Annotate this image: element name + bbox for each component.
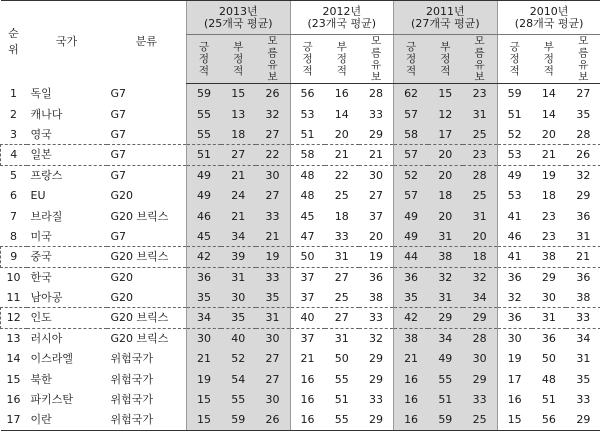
value-cell: 37 <box>290 328 325 348</box>
country-cell: 영국 <box>30 127 52 141</box>
value-cell: 53 <box>290 104 325 124</box>
table-body <box>1 84 600 431</box>
value-cell: 45 <box>187 226 222 246</box>
value-cell: 58 <box>394 124 429 144</box>
value-cell: 42 <box>187 247 222 267</box>
value-cell: 30 <box>497 328 532 348</box>
value-cell: 55 <box>428 369 463 389</box>
value-cell: 20 <box>334 127 349 141</box>
value-cell: 40 <box>290 308 325 328</box>
value-cell: 33 <box>463 389 498 409</box>
value-cell: 38 <box>369 290 384 304</box>
value-cell: 57 <box>394 104 429 124</box>
value-cell: 23 <box>541 209 556 223</box>
country-cell: 인도 <box>27 308 107 328</box>
value-cell: 15 <box>221 84 256 104</box>
value-cell: 26 <box>256 84 291 104</box>
category-cell: G20 <box>110 189 134 203</box>
value-cell: 51 <box>428 389 463 409</box>
value-cell: 49 <box>187 185 222 205</box>
value-cell: 41 <box>497 206 532 226</box>
value-cell: 62 <box>394 84 429 104</box>
category-cell: G7 <box>110 107 127 121</box>
value-cell: 16 <box>394 410 429 430</box>
value-cell: 51 <box>290 124 325 144</box>
value-cell: 28 <box>576 127 591 141</box>
value-cell: 30 <box>256 389 291 409</box>
value-cell: 35 <box>576 372 591 386</box>
value-cell: 21 <box>187 349 222 369</box>
value-cell: 31 <box>221 267 256 287</box>
value-cell: 59 <box>497 84 532 104</box>
rank-cell: 15 <box>6 372 21 386</box>
value-cell: 15 <box>428 84 463 104</box>
value-cell: 56 <box>290 84 325 104</box>
country-cell: 미국 <box>30 229 52 243</box>
value-cell: 33 <box>369 107 384 121</box>
value-cell: 26 <box>256 410 291 430</box>
sub-header-negative: 부정적 <box>532 35 567 84</box>
value-cell: 28 <box>463 328 498 348</box>
value-cell: 38 <box>394 328 429 348</box>
value-cell: 27 <box>576 87 591 101</box>
sub-header-positive: 긍정적 <box>394 35 429 84</box>
value-cell: 31 <box>256 308 291 328</box>
value-cell: 18 <box>463 247 498 267</box>
country-cell: 한국 <box>30 270 52 284</box>
value-cell: 57 <box>394 185 429 205</box>
value-cell: 12 <box>428 104 463 124</box>
value-cell: 21 <box>221 165 256 185</box>
value-cell: 21 <box>290 349 325 369</box>
table-row <box>1 206 600 226</box>
value-cell: 29 <box>428 308 463 328</box>
country-cell: 독일 <box>30 87 52 101</box>
value-cell: 56 <box>532 410 567 430</box>
value-cell: 55 <box>187 124 222 144</box>
rank-cell: 5 <box>10 169 17 182</box>
value-cell: 31 <box>576 229 591 243</box>
year-header-2013: 2013년 (25개국 평균) <box>187 1 291 35</box>
value-cell: 33 <box>369 393 384 407</box>
value-cell: 21 <box>566 247 600 267</box>
value-cell: 27 <box>334 270 349 284</box>
value-cell: 16 <box>394 369 429 389</box>
value-cell: 20 <box>541 127 556 141</box>
value-cell: 32 <box>463 267 498 287</box>
rank-cell: 10 <box>6 270 21 284</box>
country-cell: 파키스탄 <box>30 393 74 407</box>
value-cell: 34 <box>463 287 498 307</box>
value-cell: 18 <box>334 209 349 223</box>
rank-cell: 3 <box>10 127 17 141</box>
value-cell: 21 <box>532 145 567 165</box>
value-cell: 51 <box>187 145 222 165</box>
rank-cell: 6 <box>10 189 17 203</box>
category-cell: G20 브릭스 <box>110 209 169 223</box>
value-cell: 32 <box>369 332 384 346</box>
category-cell: G7 <box>110 127 127 141</box>
category-cell: 위험국가 <box>110 372 154 386</box>
value-cell: 35 <box>221 308 256 328</box>
value-cell: 35 <box>394 287 429 307</box>
country-header: 국가 <box>27 1 107 84</box>
country-cell: 북한 <box>30 372 52 386</box>
year-header-2010: 2010년 (28개국 평균) <box>497 1 600 35</box>
value-cell: 36 <box>576 270 591 284</box>
value-cell: 24 <box>221 185 256 205</box>
value-cell: 29 <box>369 127 384 141</box>
value-cell: 19 <box>541 169 556 182</box>
header-row-years <box>1 1 600 35</box>
value-cell: 51 <box>334 393 349 407</box>
value-cell: 31 <box>428 226 463 246</box>
value-cell: 55 <box>187 104 222 124</box>
value-cell: 20 <box>428 206 463 226</box>
category-cell: G20 <box>110 290 134 304</box>
value-cell: 20 <box>428 145 463 165</box>
table-row <box>1 84 600 104</box>
value-cell: 31 <box>463 104 498 124</box>
value-cell: 31 <box>532 308 567 328</box>
value-cell: 36 <box>541 332 556 346</box>
value-cell: 51 <box>541 393 556 407</box>
value-cell: 55 <box>221 389 256 409</box>
value-cell: 52 <box>497 124 532 144</box>
value-cell: 31 <box>428 287 463 307</box>
value-cell: 49 <box>394 226 429 246</box>
value-cell: 16 <box>290 369 325 389</box>
value-cell: 45 <box>290 206 325 226</box>
value-cell: 25 <box>463 124 498 144</box>
value-cell: 14 <box>541 87 556 101</box>
value-cell: 29 <box>463 369 498 389</box>
table-row <box>1 247 600 267</box>
table-row <box>1 165 600 185</box>
rank-cell: 13 <box>6 332 21 346</box>
rank-cell: 9 <box>1 247 27 267</box>
value-cell: 32 <box>428 267 463 287</box>
value-cell: 33 <box>566 308 600 328</box>
value-cell: 33 <box>576 393 591 407</box>
value-cell: 28 <box>369 87 384 101</box>
year-header-2012: 2012년 (23개국 평균) <box>290 1 394 35</box>
value-cell: 16 <box>290 410 325 430</box>
value-cell: 33 <box>334 229 349 243</box>
value-cell: 17 <box>428 124 463 144</box>
value-cell: 49 <box>497 165 532 185</box>
value-cell: 16 <box>290 389 325 409</box>
value-cell: 34 <box>428 328 463 348</box>
value-cell: 30 <box>369 169 384 182</box>
value-cell: 30 <box>256 165 291 185</box>
value-cell: 19 <box>256 247 291 267</box>
value-cell: 57 <box>394 145 429 165</box>
table-header <box>1 1 600 84</box>
rank-cell: 1 <box>10 87 17 101</box>
value-cell: 47 <box>290 226 325 246</box>
value-cell: 17 <box>497 369 532 389</box>
value-cell: 48 <box>290 185 325 205</box>
value-cell: 14 <box>541 107 556 121</box>
value-cell: 21 <box>325 145 360 165</box>
rank-cell: 2 <box>10 107 17 121</box>
value-cell: 18 <box>541 189 556 203</box>
value-cell: 34 <box>576 332 591 346</box>
value-cell: 54 <box>221 369 256 389</box>
value-cell: 48 <box>541 372 556 386</box>
value-cell: 25 <box>463 410 498 430</box>
value-cell: 33 <box>256 267 291 287</box>
table-row <box>1 308 600 328</box>
category-cell: G20 브릭스 <box>110 332 169 346</box>
value-cell: 22 <box>256 145 291 165</box>
value-cell: 23 <box>541 229 556 243</box>
value-cell: 27 <box>256 349 291 369</box>
value-cell: 15 <box>187 389 222 409</box>
value-cell: 36 <box>369 270 384 284</box>
value-cell: 36 <box>497 267 532 287</box>
value-cell: 13 <box>221 104 256 124</box>
category-cell: 위험국가 <box>110 393 154 407</box>
value-cell: 20 <box>369 229 384 243</box>
country-cell: 이스라엘 <box>30 352 74 366</box>
category-cell: G7 <box>107 145 187 165</box>
table-row <box>1 185 600 205</box>
sub-header-unknown: 모름유보 <box>359 35 394 84</box>
value-cell: 36 <box>497 308 532 328</box>
value-cell: 19 <box>359 247 394 267</box>
value-cell: 16 <box>334 87 349 101</box>
table-row <box>1 267 600 287</box>
category-header: 분류 <box>107 1 187 84</box>
value-cell: 29 <box>566 410 600 430</box>
value-cell: 25 <box>334 189 349 203</box>
country-cell: 남아공 <box>30 290 63 304</box>
value-cell: 32 <box>497 287 532 307</box>
country-cell: 이란 <box>27 410 107 430</box>
sub-header-negative: 부정적 <box>428 35 463 84</box>
value-cell: 41 <box>497 247 532 267</box>
value-cell: 21 <box>221 206 256 226</box>
value-cell: 42 <box>394 308 429 328</box>
value-cell: 59 <box>187 84 222 104</box>
value-cell: 20 <box>428 165 463 185</box>
value-cell: 27 <box>325 308 360 328</box>
value-cell: 33 <box>359 308 394 328</box>
value-cell: 26 <box>566 145 600 165</box>
value-cell: 35 <box>576 107 591 121</box>
value-cell: 36 <box>394 267 429 287</box>
rank-cell: 8 <box>10 229 17 243</box>
table-row <box>1 104 600 124</box>
value-cell: 32 <box>576 169 591 182</box>
value-cell: 38 <box>428 247 463 267</box>
value-cell: 15 <box>187 410 222 430</box>
value-cell: 25 <box>334 290 349 304</box>
value-cell: 31 <box>325 247 360 267</box>
value-cell: 50 <box>541 352 556 366</box>
country-cell: 프랑스 <box>30 169 63 182</box>
value-cell: 30 <box>256 328 291 348</box>
sub-header-positive: 긍정적 <box>290 35 325 84</box>
category-cell: G20 <box>110 270 134 284</box>
value-cell: 18 <box>428 185 463 205</box>
table-row <box>1 124 600 144</box>
value-cell: 29 <box>576 189 591 203</box>
category-cell: G7 <box>110 229 127 243</box>
value-cell: 16 <box>497 389 532 409</box>
value-cell: 29 <box>369 372 384 386</box>
table-row <box>1 349 600 369</box>
value-cell: 40 <box>221 328 256 348</box>
value-cell: 36 <box>187 267 222 287</box>
value-cell: 37 <box>369 209 384 223</box>
country-cell: 일본 <box>27 145 107 165</box>
country-cell: 러시아 <box>30 332 63 346</box>
value-cell: 21 <box>359 145 394 165</box>
category-cell: 위험국가 <box>110 352 154 366</box>
value-cell: 32 <box>256 104 291 124</box>
rank-cell: 7 <box>10 209 17 223</box>
value-cell: 19 <box>497 349 532 369</box>
value-cell: 50 <box>290 247 325 267</box>
category-cell: G7 <box>110 87 127 101</box>
value-cell: 52 <box>394 165 429 185</box>
value-cell: 49 <box>187 165 222 185</box>
value-cell: 37 <box>290 287 325 307</box>
value-cell: 31 <box>576 352 591 366</box>
value-cell: 53 <box>497 145 532 165</box>
value-cell: 23 <box>463 84 498 104</box>
value-cell: 15 <box>497 410 532 430</box>
rank-cell: 14 <box>6 352 21 366</box>
category-cell: 위험국가 <box>107 410 187 430</box>
value-cell: 29 <box>541 270 556 284</box>
sub-header-unknown: 모름유보 <box>463 35 498 84</box>
value-cell: 34 <box>187 308 222 328</box>
value-cell: 52 <box>221 349 256 369</box>
value-cell: 30 <box>541 290 556 304</box>
value-cell: 28 <box>463 165 498 185</box>
table-row <box>1 410 600 430</box>
value-cell: 55 <box>325 410 360 430</box>
value-cell: 21 <box>256 226 291 246</box>
value-cell: 49 <box>428 349 463 369</box>
sub-header-positive: 긍정적 <box>187 35 222 84</box>
table-row <box>1 226 600 246</box>
value-cell: 27 <box>256 124 291 144</box>
table-row <box>1 389 600 409</box>
sub-header-unknown: 모름유보 <box>566 35 600 84</box>
value-cell: 46 <box>497 226 532 246</box>
value-cell: 18 <box>221 124 256 144</box>
sub-header-unknown: 모름유보 <box>256 35 291 84</box>
value-cell: 55 <box>334 372 349 386</box>
category-cell: G20 브릭스 <box>107 247 187 267</box>
value-cell: 16 <box>394 389 429 409</box>
value-cell: 27 <box>369 189 384 203</box>
sub-header-negative: 부정적 <box>325 35 360 84</box>
value-cell: 30 <box>221 287 256 307</box>
value-cell: 59 <box>221 410 256 430</box>
category-cell: G20 브릭스 <box>107 308 187 328</box>
value-cell: 46 <box>187 206 222 226</box>
value-cell: 30 <box>463 349 498 369</box>
value-cell: 25 <box>463 185 498 205</box>
value-cell: 14 <box>334 107 349 121</box>
country-cell: 캐나다 <box>30 107 63 121</box>
value-cell: 31 <box>463 206 498 226</box>
value-cell: 21 <box>394 349 429 369</box>
year-header-2011: 2011년 (27개국 평균) <box>394 1 498 35</box>
table-row <box>1 287 600 307</box>
value-cell: 48 <box>290 165 325 185</box>
rank-cell: 12 <box>1 308 27 328</box>
rank-cell: 16 <box>6 393 21 407</box>
rank-cell: 11 <box>6 290 21 304</box>
category-cell: G7 <box>110 169 127 182</box>
value-cell: 30 <box>187 328 222 348</box>
value-cell: 49 <box>394 206 429 226</box>
table-row <box>1 328 600 348</box>
value-cell: 38 <box>532 247 567 267</box>
value-cell: 37 <box>290 267 325 287</box>
value-cell: 29 <box>359 410 394 430</box>
value-cell: 58 <box>290 145 325 165</box>
value-cell: 51 <box>497 104 532 124</box>
value-cell: 29 <box>463 308 498 328</box>
table-row <box>1 145 600 165</box>
value-cell: 27 <box>221 145 256 165</box>
value-cell: 53 <box>497 185 532 205</box>
country-cell: EU <box>30 189 46 203</box>
value-cell: 22 <box>334 169 349 182</box>
value-cell: 33 <box>256 206 291 226</box>
value-cell: 59 <box>428 410 463 430</box>
table-row <box>1 369 600 389</box>
rank-cell: 17 <box>1 410 27 430</box>
value-cell: 35 <box>187 287 222 307</box>
sub-header-negative: 부정적 <box>221 35 256 84</box>
value-cell: 36 <box>576 209 591 223</box>
country-cell: 브라질 <box>30 209 63 223</box>
value-cell: 38 <box>576 290 591 304</box>
country-cell: 중국 <box>27 247 107 267</box>
value-cell: 39 <box>221 247 256 267</box>
value-cell: 44 <box>394 247 429 267</box>
value-cell: 31 <box>334 332 349 346</box>
value-cell: 50 <box>334 352 349 366</box>
sub-header-positive: 긍정적 <box>497 35 532 84</box>
value-cell: 35 <box>256 287 291 307</box>
value-cell: 19 <box>187 369 222 389</box>
value-cell: 27 <box>256 369 291 389</box>
rank-header: 순위 <box>1 1 27 84</box>
value-cell: 20 <box>463 226 498 246</box>
value-cell: 34 <box>221 226 256 246</box>
value-cell: 29 <box>369 352 384 366</box>
value-cell: 23 <box>463 145 498 165</box>
value-cell: 27 <box>256 185 291 205</box>
rank-cell: 4 <box>1 145 27 165</box>
